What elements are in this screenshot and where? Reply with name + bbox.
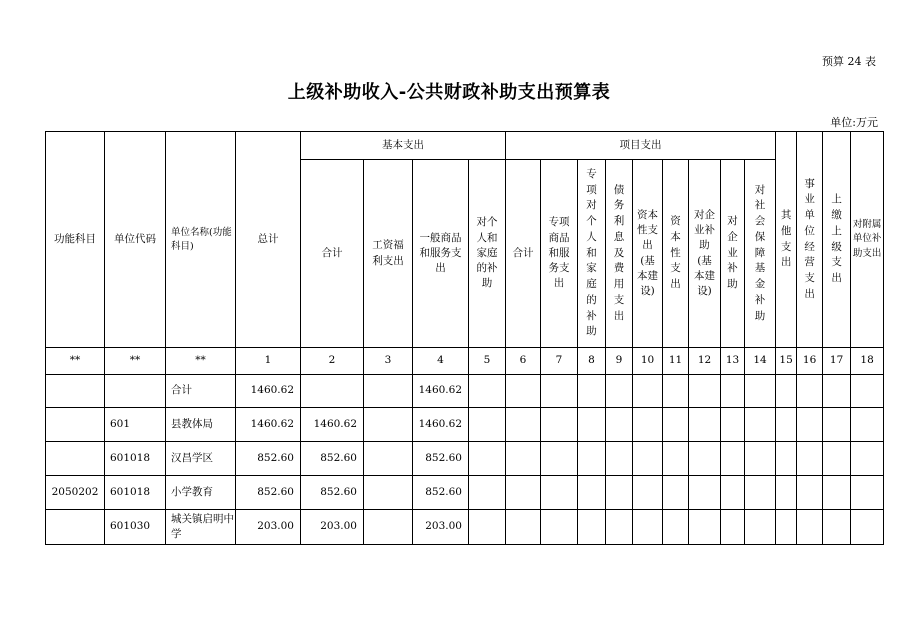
budget-table bbox=[45, 131, 884, 545]
page-label: 预算 24 表 bbox=[822, 55, 876, 68]
index-cell: 2 bbox=[301, 348, 364, 375]
code-cell: 601018 bbox=[105, 476, 166, 510]
goods-cell: 1460.62 bbox=[413, 375, 469, 408]
total-cell: 1460.62 bbox=[236, 375, 301, 408]
index-cell: 8 bbox=[578, 348, 606, 375]
page-title: 上级补助收入-公共财政补助支出预算表 bbox=[287, 82, 611, 103]
index-cell: 3 bbox=[364, 348, 413, 375]
index-cell: 11 bbox=[663, 348, 689, 375]
header-unit-name: 单位名称(功能科目) bbox=[166, 132, 236, 348]
header-special-goods: 专项商品和服务支出 bbox=[541, 160, 578, 348]
index-cell: 15 bbox=[776, 348, 797, 375]
table-row bbox=[46, 476, 884, 510]
index-cell: 12 bbox=[689, 348, 721, 375]
index-cell: 5 bbox=[469, 348, 506, 375]
index-cell: ** bbox=[46, 348, 105, 375]
index-cell: 6 bbox=[506, 348, 541, 375]
header-project-expenditure: 项目支出 bbox=[506, 132, 776, 160]
name-cell: 城关镇启明中学 bbox=[166, 510, 236, 545]
index-cell: ** bbox=[105, 348, 166, 375]
index-cell: 1 bbox=[236, 348, 301, 375]
table-row bbox=[46, 510, 884, 545]
basic-total-cell: 1460.62 bbox=[301, 408, 364, 442]
header-salary: 工资福利支出 bbox=[364, 160, 413, 348]
header-special-personal: 专项对个人和家庭的补助 bbox=[578, 160, 606, 348]
goods-cell: 852.60 bbox=[413, 476, 469, 510]
salary-cell bbox=[364, 510, 413, 545]
header-enterprise: 对企业补助 bbox=[721, 160, 745, 348]
func-cell bbox=[46, 442, 105, 476]
header-capital: 资本性支出 bbox=[663, 160, 689, 348]
header-basic-expenditure: 基本支出 bbox=[301, 132, 506, 160]
total-cell: 852.60 bbox=[236, 476, 301, 510]
index-row bbox=[46, 348, 884, 375]
index-cell: 4 bbox=[413, 348, 469, 375]
total-cell: 203.00 bbox=[236, 510, 301, 545]
header-basic-total: 合计 bbox=[301, 160, 364, 348]
salary-cell bbox=[364, 476, 413, 510]
basic-total-cell: 203.00 bbox=[301, 510, 364, 545]
header-personal: 对个人和家庭的补助 bbox=[469, 160, 506, 348]
header-row-1 bbox=[46, 132, 884, 160]
code-cell: 601030 bbox=[105, 510, 166, 545]
header-capital-basic: 资本性支出(基本建设) bbox=[633, 160, 663, 348]
index-cell: 16 bbox=[797, 348, 823, 375]
name-cell: 县教体局 bbox=[166, 408, 236, 442]
code-cell bbox=[105, 375, 166, 408]
index-cell: 13 bbox=[721, 348, 745, 375]
header-business: 事业单位经营支出 bbox=[797, 132, 823, 348]
basic-total-cell: 852.60 bbox=[301, 442, 364, 476]
name-cell: 合计 bbox=[166, 375, 236, 408]
unit-label: 单位:万元 bbox=[830, 116, 878, 129]
func-cell: 2050202 bbox=[46, 476, 105, 510]
name-cell: 汉昌学区 bbox=[166, 442, 236, 476]
index-cell: 10 bbox=[633, 348, 663, 375]
total-cell: 852.60 bbox=[236, 442, 301, 476]
func-cell bbox=[46, 408, 105, 442]
basic-total-cell: 852.60 bbox=[301, 476, 364, 510]
header-func-subject: 功能科目 bbox=[46, 132, 105, 348]
header-project-total: 合计 bbox=[506, 160, 541, 348]
index-cell: 18 bbox=[851, 348, 884, 375]
header-social-security: 对社会保障基金补助 bbox=[745, 160, 776, 348]
code-cell: 601 bbox=[105, 408, 166, 442]
header-affiliate: 对附属单位补助支出 bbox=[851, 132, 884, 348]
table-row bbox=[46, 408, 884, 442]
table-row bbox=[46, 442, 884, 476]
salary-cell bbox=[364, 442, 413, 476]
index-cell: ** bbox=[166, 348, 236, 375]
index-cell: 17 bbox=[823, 348, 851, 375]
func-cell bbox=[46, 510, 105, 545]
code-cell: 601018 bbox=[105, 442, 166, 476]
header-debt-interest: 债务利息及费用支出 bbox=[606, 160, 633, 348]
name-cell: 小学教育 bbox=[166, 476, 236, 510]
header-enterprise-basic: 对企业补助(基本建设) bbox=[689, 160, 721, 348]
header-goods: 一般商品和服务支出 bbox=[413, 160, 469, 348]
header-total: 总计 bbox=[236, 132, 301, 348]
index-cell: 9 bbox=[606, 348, 633, 375]
total-cell: 1460.62 bbox=[236, 408, 301, 442]
goods-cell: 852.60 bbox=[413, 442, 469, 476]
salary-cell bbox=[364, 375, 413, 408]
func-cell bbox=[46, 375, 105, 408]
header-unit-code: 单位代码 bbox=[105, 132, 166, 348]
goods-cell: 203.00 bbox=[413, 510, 469, 545]
table-row bbox=[46, 375, 884, 408]
index-cell: 14 bbox=[745, 348, 776, 375]
salary-cell bbox=[364, 408, 413, 442]
header-remit: 上缴上级支出 bbox=[823, 132, 851, 348]
index-cell: 7 bbox=[541, 348, 578, 375]
goods-cell: 1460.62 bbox=[413, 408, 469, 442]
header-other: 其他支出 bbox=[776, 132, 797, 348]
basic-total-cell bbox=[301, 375, 364, 408]
